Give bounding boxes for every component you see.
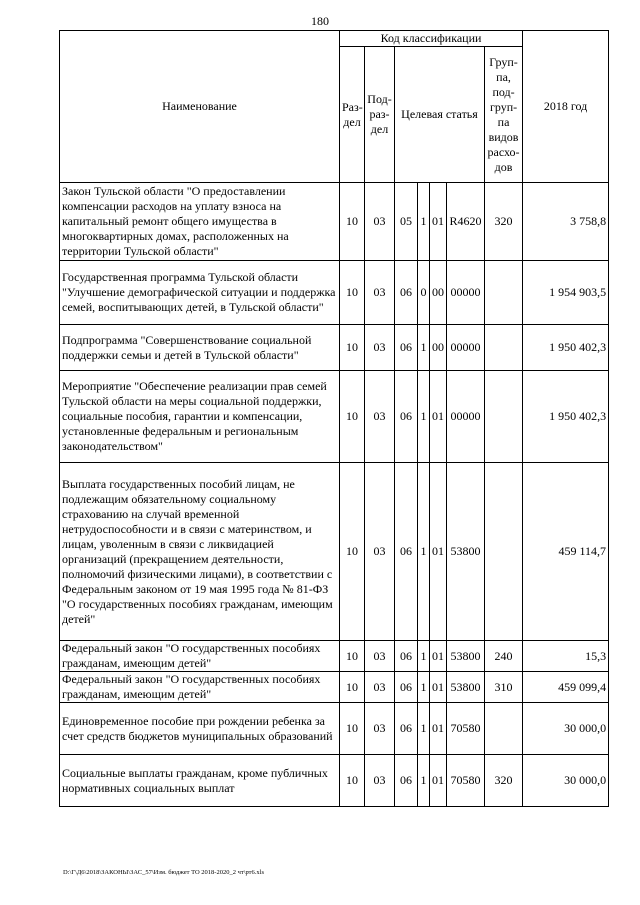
row-amount: 1 950 402,3 (523, 371, 609, 463)
row-name: Федеральный закон "О государственных пособиях гражданам, имеющим детей" (60, 672, 340, 703)
row-target-direction: 53800 (447, 672, 485, 703)
row-razdel: 10 (340, 641, 365, 672)
file-path-footer: D:\Г\Д6\2018\ЗАКОНЫ\ЗАС_57\Изм. бюджет ТО 2018-2020_2 чт\рт6.xls (63, 869, 264, 876)
row-target-program: 06 (395, 641, 418, 672)
row-name: Федеральный закон "О государственных пособиях гражданам, имеющим детей" (60, 641, 340, 672)
row-expense-group (485, 261, 523, 325)
row-target-event: 01 (430, 183, 447, 261)
row-target-program: 06 (395, 463, 418, 641)
table-row (60, 755, 609, 807)
row-target-subprogram: 1 (418, 325, 430, 371)
row-target-direction: 70580 (447, 755, 485, 807)
row-podrazdel: 03 (365, 261, 395, 325)
row-name: Выплата государственных пособий лицам, не подлежащим обязательному социальному страхованию на случай временной нетрудоспособности и в связи с материнством, и лицам, уволенным в связи с ликвидацией организаций (прекращением деятельности, полномочий физическими лицами), в соответствии с Федеральным законом от 19 мая 1995 года № 81-ФЗ "О государственных пособиях гражданам, имеющим детей" (60, 463, 340, 641)
row-amount: 15,3 (523, 641, 609, 672)
table-row (60, 183, 609, 261)
table-row (60, 641, 609, 672)
row-expense-group: 320 (485, 183, 523, 261)
row-target-program: 06 (395, 703, 418, 755)
row-name: Закон Тульской области "О предоставлении компенсации расходов на уплату взноса на капитальный ремонт общего имущества в многоквартирных домах, расположенных на территории Тульской области" (60, 183, 340, 261)
row-target-direction: 00000 (447, 371, 485, 463)
row-target-program: 06 (395, 672, 418, 703)
row-expense-group (485, 325, 523, 371)
row-target-direction: 53800 (447, 463, 485, 641)
row-expense-group: 320 (485, 755, 523, 807)
row-target-direction: 00000 (447, 325, 485, 371)
header-row-top (60, 31, 609, 47)
table-row (60, 371, 609, 463)
row-target-direction: R4620 (447, 183, 485, 261)
table-row (60, 325, 609, 371)
row-razdel: 10 (340, 703, 365, 755)
row-target-event: 01 (430, 703, 447, 755)
row-name: Единовременное пособие при рождении ребенка за счет средств бюджетов муниципальных образований (60, 703, 340, 755)
row-expense-group: 310 (485, 672, 523, 703)
row-razdel: 10 (340, 672, 365, 703)
row-amount: 459 099,4 (523, 672, 609, 703)
header-code: Код классификации (340, 31, 523, 47)
table-row (60, 703, 609, 755)
row-target-direction: 53800 (447, 641, 485, 672)
page-number: 180 (311, 14, 329, 28)
row-expense-group (485, 463, 523, 641)
table-row (60, 261, 609, 325)
header-year: 2018 год (523, 31, 609, 183)
row-amount: 3 758,8 (523, 183, 609, 261)
row-target-event: 01 (430, 755, 447, 807)
row-podrazdel: 03 (365, 183, 395, 261)
row-target-event: 00 (430, 261, 447, 325)
row-podrazdel: 03 (365, 641, 395, 672)
row-razdel: 10 (340, 371, 365, 463)
row-amount: 1 954 903,5 (523, 261, 609, 325)
row-name: Мероприятие "Обеспечение реализации прав семей Тульской области на меры социальной поддержки, социальные пособия, гарантии и компенсации, установленные федеральным и региональным законодательством" (60, 371, 340, 463)
row-target-program: 05 (395, 183, 418, 261)
row-target-direction: 00000 (447, 261, 485, 325)
table-row (60, 463, 609, 641)
row-expense-group (485, 371, 523, 463)
row-target-subprogram: 1 (418, 672, 430, 703)
row-target-program: 06 (395, 371, 418, 463)
row-podrazdel: 03 (365, 325, 395, 371)
row-podrazdel: 03 (365, 463, 395, 641)
row-target-subprogram: 1 (418, 463, 430, 641)
row-podrazdel: 03 (365, 371, 395, 463)
row-podrazdel: 03 (365, 672, 395, 703)
row-razdel: 10 (340, 755, 365, 807)
row-razdel: 10 (340, 325, 365, 371)
row-razdel: 10 (340, 261, 365, 325)
row-target-subprogram: 1 (418, 371, 430, 463)
row-target-subprogram: 1 (418, 641, 430, 672)
row-amount: 30 000,0 (523, 703, 609, 755)
row-amount: 1 950 402,3 (523, 325, 609, 371)
row-target-subprogram: 0 (418, 261, 430, 325)
budget-table (59, 30, 609, 807)
row-target-subprogram: 1 (418, 703, 430, 755)
row-target-event: 01 (430, 371, 447, 463)
row-expense-group: 240 (485, 641, 523, 672)
row-name: Социальные выплаты гражданам, кроме публичных нормативных социальных выплат (60, 755, 340, 807)
row-amount: 30 000,0 (523, 755, 609, 807)
row-podrazdel: 03 (365, 703, 395, 755)
row-podrazdel: 03 (365, 755, 395, 807)
row-target-program: 06 (395, 755, 418, 807)
row-name: Подпрограмма "Совершенствование социальной поддержки семьи и детей в Тульской области" (60, 325, 340, 371)
row-target-direction: 70580 (447, 703, 485, 755)
row-target-program: 06 (395, 261, 418, 325)
row-target-event: 01 (430, 641, 447, 672)
row-razdel: 10 (340, 183, 365, 261)
row-target-event: 00 (430, 325, 447, 371)
header-target: Целевая статья (395, 47, 485, 183)
header-subsection: Под- раз- дел (365, 47, 395, 183)
row-name: Государственная программа Тульской области "Улучшение демографической ситуации и поддержка семей, воспитывающих детей, в Тульской области" (60, 261, 340, 325)
row-target-event: 01 (430, 672, 447, 703)
header-name: Наименование (60, 31, 340, 183)
row-target-program: 06 (395, 325, 418, 371)
row-amount: 459 114,7 (523, 463, 609, 641)
row-target-subprogram: 1 (418, 755, 430, 807)
header-section: Раз- дел (340, 47, 365, 183)
row-target-event: 01 (430, 463, 447, 641)
row-expense-group (485, 703, 523, 755)
table-row (60, 672, 609, 703)
row-target-subprogram: 1 (418, 183, 430, 261)
row-razdel: 10 (340, 463, 365, 641)
header-group: Груп- па, под- груп- па видов расхо- дов (485, 47, 523, 183)
